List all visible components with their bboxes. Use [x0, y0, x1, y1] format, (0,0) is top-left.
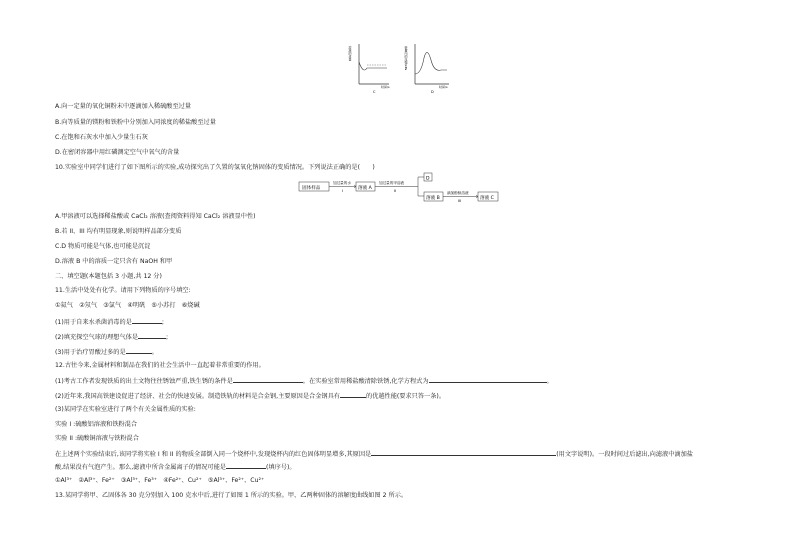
- q11-blank-3[interactable]: [126, 347, 152, 354]
- q11-part1: [55, 317, 164, 327]
- q12-part1-text-a: (1)考古工作者发现铁质的出土文物往往锈蚀严重,铁生锈的条件是: [55, 378, 233, 385]
- q11-part3-text: (3)用于治疗胃酸过多的是: [55, 349, 126, 356]
- graph-c-ylabel: 溶液的质量: [348, 46, 352, 61]
- q11-part2: [55, 332, 168, 342]
- flow-arrow3-bottom: III: [458, 199, 462, 203]
- flow-sample-label: 固体样品: [302, 186, 321, 191]
- q12-part4: [55, 449, 693, 459]
- q10-flow-diagram: [298, 172, 503, 204]
- q9-option-c: C.在饱和石灰水中加入少量生石灰: [55, 134, 148, 141]
- flow-d-label: D: [426, 176, 430, 182]
- q12-stem: 12.古往今来,金属材料和制品在我们的社会生活中一直起着非常重要的作用。: [55, 362, 265, 369]
- graph-c-caption: C: [373, 90, 376, 94]
- q11-blank-1[interactable]: [132, 317, 162, 324]
- q11-part2-text: (2)填充探空气球的理想气体是: [55, 334, 139, 341]
- q11-part2-end: ;: [166, 334, 169, 341]
- q12-exp1: 实验 I :硫酸铝溶液和铁粉混合: [55, 421, 138, 428]
- q12-part1: [55, 376, 553, 386]
- q12-blank-4[interactable]: [371, 449, 556, 456]
- q12-blank-2[interactable]: [429, 376, 547, 383]
- q11-part1-text: (1)用于自来水杀菌消毒的是: [55, 319, 132, 326]
- graph-d: [404, 44, 450, 94]
- q11-blank-2[interactable]: [138, 332, 169, 341]
- graph-d-xlabel: 时间/s: [439, 85, 448, 89]
- q12-part4-text-b: (用文字说明)。一段时间过后滤出,向滤液中滴加盐: [556, 451, 693, 458]
- q12-part3: (3)某同学在实验室进行了两个有关金属性质的实验:: [55, 406, 196, 413]
- q10-option-d: D.溶液 B 中的溶质一定只含有 NaOH 和甲: [55, 258, 173, 265]
- q12-blank-1[interactable]: [233, 376, 303, 383]
- graph-d-caption: D: [431, 90, 434, 94]
- q12-part2: [55, 391, 445, 401]
- flow-b-label: 溶液 B: [426, 196, 440, 201]
- q12-part5-text-a: 酸,结果没有气泡产生。那么,滤液中所含金属离子的情况可能是: [55, 464, 226, 471]
- q10-stem: 10.实验室中同学们进行了如下图所示的实验,成功探究出了久置的氢氧化钠固体的变质情况。下列说法正确的是( ): [55, 164, 375, 171]
- q12-part5: [55, 462, 296, 472]
- q12-part5-text-b: (填序号)。: [266, 464, 296, 471]
- q12-part1-text-b: 。在实验室常用稀盐酸清除铁锈,化学方程式为: [302, 378, 429, 385]
- q12-part1-text-c: 。: [546, 378, 553, 385]
- flow-c-label: 溶液 C: [480, 196, 494, 201]
- q11-stem: 11.生活中处处有化学。请用下列物质的序号填空:: [55, 287, 191, 294]
- q12-blank-3[interactable]: [340, 391, 366, 398]
- flow-arrow1-bottom: I: [342, 189, 344, 193]
- flow-arrow1-top: 加过量的水: [333, 181, 351, 185]
- flow-arrow2-top: 加过量的甲溶液: [379, 181, 405, 185]
- q12-exp2: 实验 II :硫酸铜溶液与铁粉混合: [55, 435, 139, 442]
- flow-arrow3-top: 滴加酚酞溶液: [447, 191, 469, 195]
- q12-part2-text-b: 的优越性能(要求只答一条)。: [365, 393, 446, 400]
- q11-part3-end: 。: [151, 349, 158, 356]
- q11-part1-end: ;: [161, 319, 164, 326]
- q11-part3: [55, 347, 158, 357]
- flow-arrow2-bottom: II: [394, 189, 397, 193]
- q12-blank-5[interactable]: [226, 462, 266, 469]
- q10-option-b: B.若 II、III 均有明显现象,则说明样品部分变质: [55, 228, 182, 235]
- q10-option-c: C.D 物质可能是气体,也可能是沉淀: [55, 243, 151, 250]
- graph-c-xlabel: 时间/s: [381, 85, 390, 89]
- q9-option-a: A.向一定量的氧化铜粉末中逐滴加入稀硫酸至过量: [55, 103, 192, 110]
- q11-choices: ①氦气 ②氖气 ③氯气 ④明矾 ⑤小苏打 ⑥烧碱: [55, 302, 200, 309]
- section-title: 二、填空题(本题包括 3 小题,共 12 分): [55, 273, 162, 280]
- q9-option-d: D.在密闭容器中用红磷测定空气中氧气的含量: [55, 149, 180, 156]
- q13-stem: 13.某同学将甲、乙固体各 30 克分别加入 100 克水中后,进行了如图 1 所示的实验。甲、乙两种固体的溶解度曲线如图 2 所示。: [55, 492, 408, 499]
- q10-option-a: A.甲溶液可以选择稀盐酸或 CaCl₂ 溶液(查阅资料得知 CaCl₂ 溶液显中性): [55, 213, 256, 220]
- q12-part2-text-a: (2)近年来,我国高铁建设促进了经济、社会的快速发展。制造铁轨的材料是合金钢,主要原因是合金钢具有: [55, 393, 340, 400]
- graph-c: [348, 44, 390, 94]
- q12-ion-options: ①Al³⁺ ②Al³⁺、Fe²⁺ ③Al³⁺、Fe³⁺ ④Fe²⁺、Cu²⁺ ⑤Al³⁺、Fe²⁺、Cu²⁺: [55, 477, 265, 484]
- figure-graphs: [345, 38, 455, 94]
- graph-d-ylabel: 装置内的压强/kPa: [404, 46, 408, 71]
- q12-part4-text-a: 在上述两个实验结束后,该同学将实验 I 和 II 的物质全部倒入同一个烧杯中,发现烧杯内的红色固体明显增多,其原因是: [55, 451, 372, 458]
- flow-a-label: 溶液 A: [358, 186, 372, 191]
- q9-option-b: B.向等质量的镁粉和铁粉中分别加入同浓度的稀盐酸至过量: [55, 119, 216, 126]
